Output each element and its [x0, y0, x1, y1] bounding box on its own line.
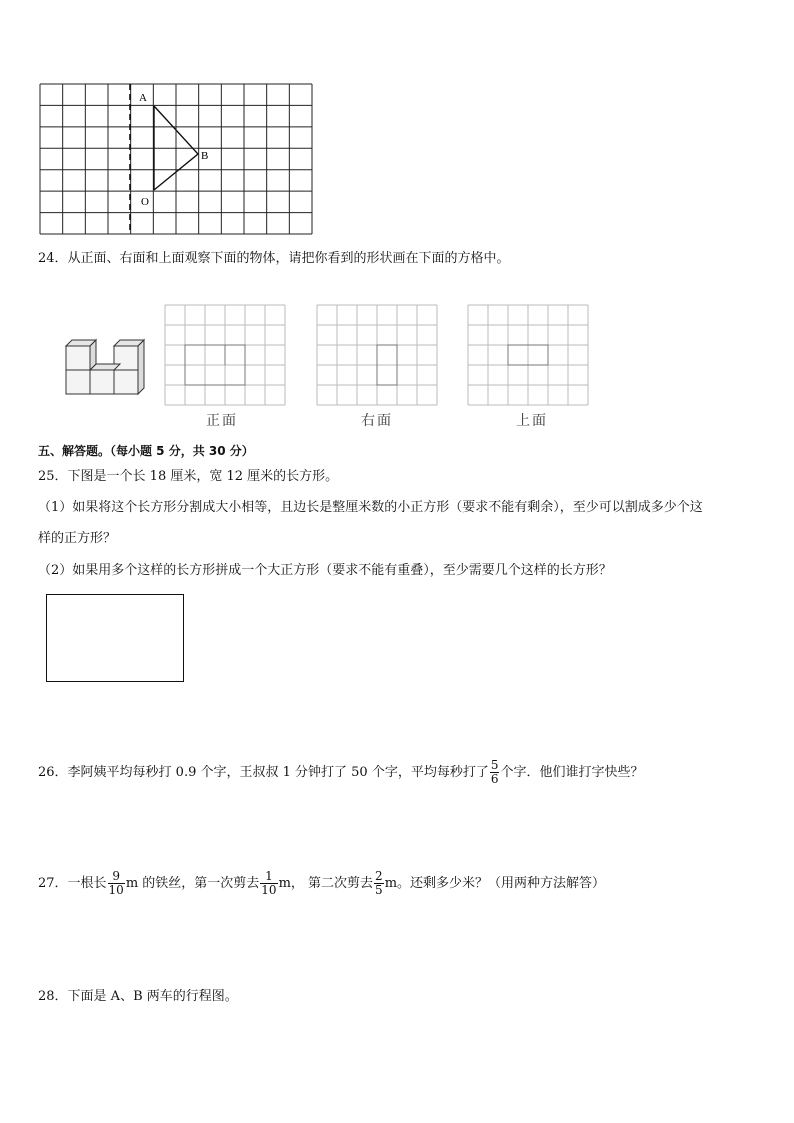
q27-fraction-1: $\frac{9}{10}$: [108, 869, 124, 897]
point-label-b: B: [201, 150, 209, 162]
top-view-caption: 上面: [516, 413, 548, 429]
q27-text-4: m。还剩多少米？（用两种方法解答）: [384, 876, 606, 891]
point-label-a: A: [139, 92, 147, 104]
right-view-grid: [316, 304, 440, 408]
front-view-grid: [164, 304, 288, 408]
q26-question: [38, 758, 643, 788]
q26-text-before: 26．李阿姨平均每秒打 0.9 个字，王叔叔 1 分钟打了 50 个字，平均每秒打了: [38, 765, 489, 780]
q27-text-3: m， 第二次剪去: [278, 876, 374, 891]
q25-rectangle: [46, 594, 184, 682]
q26-fraction: $\frac{5}{6}$: [490, 758, 499, 786]
q23-grid-figure: [38, 82, 314, 236]
q27-fraction-3: $\frac{2}{5}$: [375, 869, 383, 897]
q25-part2: （2）如果用多个这样的长方形拼成一个大正方形（要求不能有重叠），至少需要几个这样的长方形？: [38, 563, 612, 578]
q27-text-1: 27．一根长: [38, 876, 107, 891]
q24-question: 24．从正面、右面和上面观察下面的物体，请把你看到的形状画在下面的方格中。: [38, 251, 510, 266]
section-5-title: 五、解答题。（每小题 5 分，共 30 分）: [38, 444, 254, 458]
q27-question: [38, 866, 605, 902]
q27-text-2: m 的铁丝，第一次剪去: [125, 876, 260, 891]
top-view-grid: [467, 304, 591, 408]
cube-stack-illustration: [62, 338, 146, 402]
front-view-caption: 正面: [206, 413, 238, 429]
right-view-caption: 右面: [361, 413, 393, 429]
q26-text-after: 个字．他们谁打字快些？: [500, 765, 644, 780]
q27-fraction-2: $\frac{1}{10}$: [261, 869, 277, 897]
point-label-o: O: [141, 196, 149, 208]
q25-part1-line1: （1）如果将这个长方形分割成大小相等，且边长是整厘米数的小正方形（要求不能有剩余），至少可以割成多少个这: [38, 500, 703, 515]
q25-part1-line2: 样的正方形？: [38, 531, 117, 546]
q28-question: 28．下面是 A、B 两车的行程图。: [38, 989, 238, 1004]
q25-question: 25．下图是一个长 18 厘米，宽 12 厘米的长方形。: [38, 469, 339, 484]
